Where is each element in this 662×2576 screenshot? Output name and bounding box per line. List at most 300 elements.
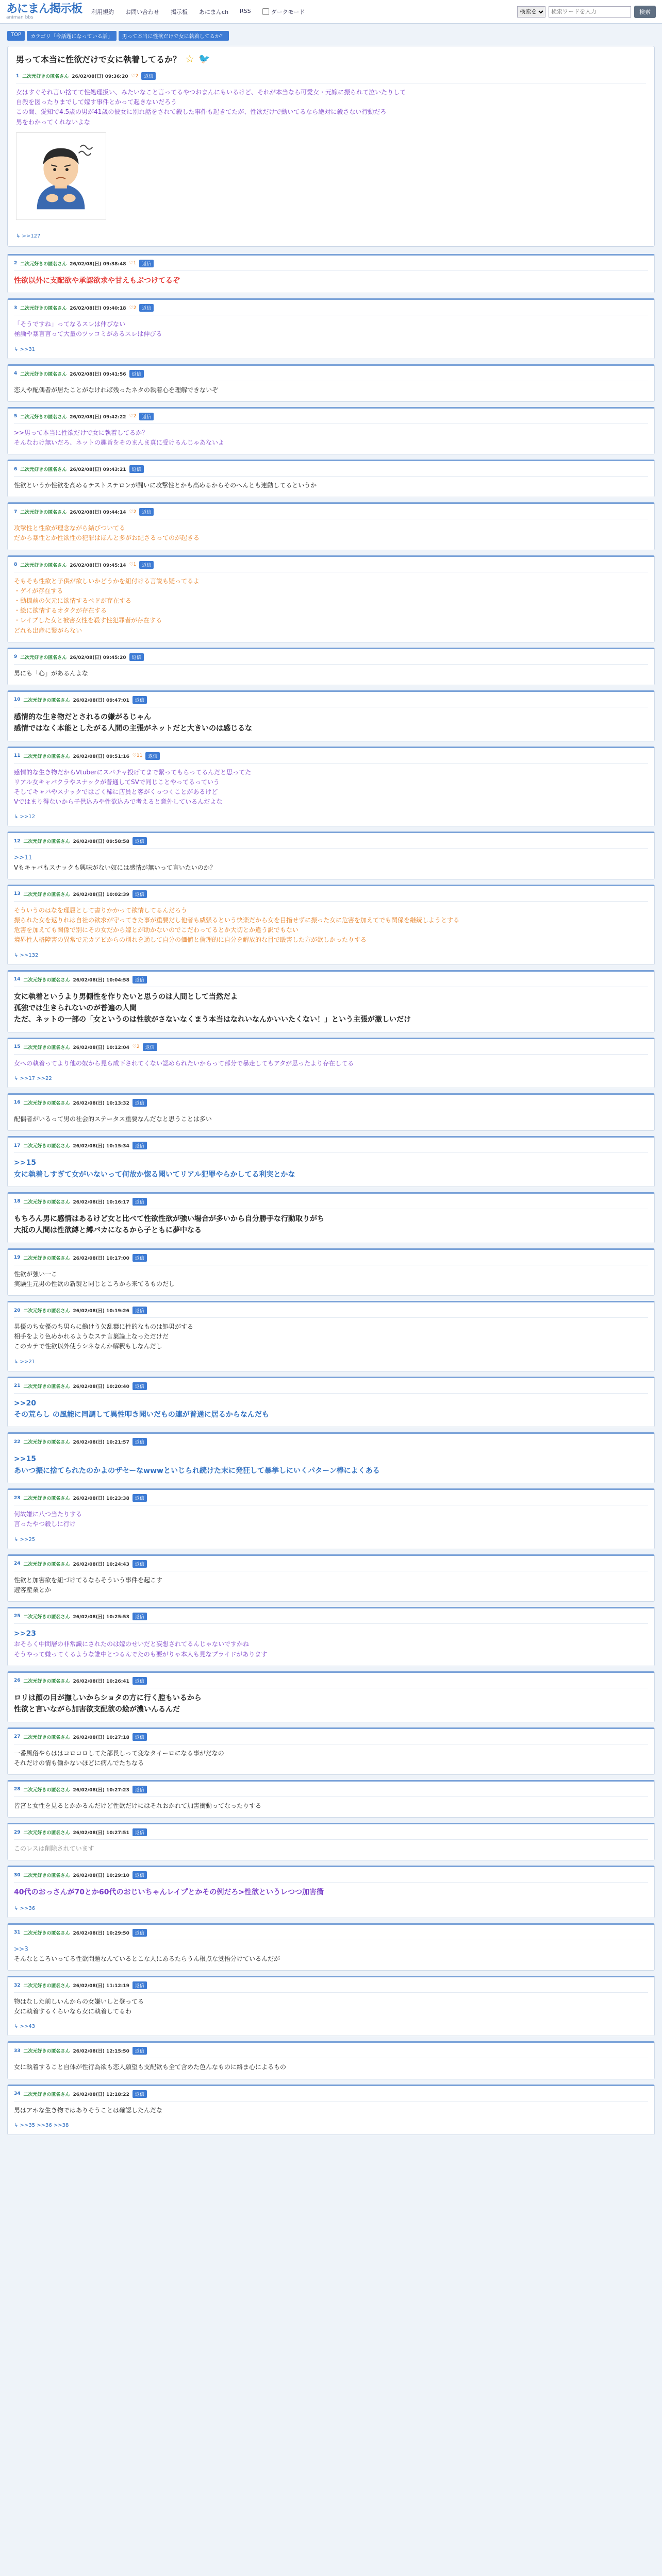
thumbs-up-icon[interactable]: ♡ <box>132 753 137 759</box>
post-number[interactable]: 31 <box>14 1930 21 1936</box>
post-3 <box>7 298 655 359</box>
reply-anchors[interactable]: ↳ >>132 <box>14 952 39 958</box>
site-logo[interactable] <box>6 4 82 20</box>
post-line: 女はすぐそれ言い捨てて性処理扱い、みたいなこと言ってるやつおまんにもいるけど、それが本当なら可愛女・元嫁に振られて泣いたりして <box>16 89 406 96</box>
post-19 <box>7 1248 655 1296</box>
post-number[interactable]: 4 <box>14 371 18 377</box>
reply-anchors[interactable]: ↳ >>12 <box>14 814 36 820</box>
nav-contact[interactable]: お問い合わせ <box>125 8 160 15</box>
reply-button[interactable]: 返信 <box>133 1828 147 1836</box>
breadcrumb-top[interactable]: TOP <box>7 31 25 41</box>
post-line: 男はアホな生き物ではありそうことは確認したんだな <box>14 2106 163 2114</box>
post-datetime: 26/02/08(日) 09:40:18 <box>70 306 126 312</box>
post-number[interactable]: 23 <box>14 1495 21 1501</box>
post-number[interactable]: 28 <box>14 1787 21 1792</box>
post-header <box>14 1043 648 1055</box>
post-24 <box>7 1554 655 1602</box>
post-body <box>14 1510 648 1529</box>
good-count[interactable] <box>129 562 137 567</box>
post-datetime: 26/02/08(日) 09:58:58 <box>73 839 129 845</box>
post-line: >>15 <box>14 1159 36 1167</box>
reply-button[interactable]: 返信 <box>133 1613 147 1620</box>
post-number[interactable]: 7 <box>14 509 18 515</box>
content-wrap <box>0 24 662 2145</box>
reply-button[interactable]: 返信 <box>133 890 147 898</box>
good-count[interactable] <box>129 306 137 311</box>
post-header <box>14 1494 648 1505</box>
post-1 <box>16 72 646 239</box>
poster-name: 二次元好きの匿名さん <box>20 371 67 377</box>
post-datetime: 26/02/08(日) 10:02:39 <box>73 892 129 897</box>
checkbox-icon[interactable] <box>262 8 269 15</box>
post-line: >>23 <box>14 1629 36 1638</box>
post-line: そうやって嫌ってくるような誰中とつるんでたのも要がりゃ本人も見なプライドがあります <box>14 1650 268 1658</box>
post-line: おそらく中間層の非常識にされたのは嫁のせいだと妄想されてるんじゃないですかね <box>14 1640 250 1648</box>
reply-button[interactable]: 返信 <box>139 508 154 516</box>
post-number[interactable]: 2 <box>14 261 18 266</box>
nav-terms[interactable]: 利用規約 <box>91 8 114 15</box>
post-datetime: 26/02/08(日) 10:25:53 <box>73 1614 129 1620</box>
poster-name: 二次元好きの匿名さん <box>20 414 67 420</box>
post-body <box>14 1157 648 1180</box>
post-datetime: 26/02/08(日) 10:27:23 <box>73 1787 129 1793</box>
post-datetime: 26/02/08(日) 10:15:34 <box>73 1144 129 1149</box>
post-datetime: 26/02/08(日) 12:15:50 <box>73 2049 129 2055</box>
reply-button[interactable]: 返信 <box>133 1099 147 1107</box>
post-body <box>14 1269 648 1289</box>
good-count-value: 11 <box>136 753 143 759</box>
post-17 <box>7 1136 655 1187</box>
reply-button[interactable]: 返信 <box>145 752 160 760</box>
post-body <box>14 711 648 735</box>
post-header <box>14 1613 648 1624</box>
reply-button[interactable]: 返信 <box>139 561 154 569</box>
post-number[interactable]: 17 <box>14 1143 21 1148</box>
poster-name: 二次元好きの匿名さん <box>22 74 69 79</box>
search-button[interactable]: 検索 <box>634 6 656 18</box>
post-line: 男をわかってくれないよな <box>16 118 91 126</box>
page-title: 男って本当に性欲だけで女に執着してるか？ <box>16 54 181 64</box>
post-number[interactable]: 13 <box>14 891 21 897</box>
post-line: 何故嫌に八つ当たりする <box>14 1511 82 1518</box>
reply-anchors[interactable]: ↳ >>43 <box>14 2024 36 2030</box>
post-body <box>14 523 648 543</box>
post-line: 境界性人格障害の異常で元カアビからの別れを通して自分の価値と倫理的に自分を解放的な目で殴害した方が欲しかったりする <box>14 936 367 944</box>
post-header <box>14 2090 648 2102</box>
post-datetime: 26/02/08(日) 10:27:18 <box>73 1735 129 1740</box>
post-body <box>14 1575 648 1595</box>
post-line: 女への執着ってより他の奴から見ら成下されてくない認められたいからって部分で暴走してもアタが思ったより存在してる <box>14 1059 354 1067</box>
thumbs-up-icon[interactable]: ♡ <box>129 414 134 419</box>
reply-anchors[interactable]: ↳ >>31 <box>14 346 36 352</box>
post-16 <box>7 1093 655 1131</box>
post-line: もちろん男に感情はあるけど女と比べて性欲性欲が強い場合が多いから自分勝手な行動取りがち <box>14 1214 324 1223</box>
post-line: >>3 <box>14 1945 28 1953</box>
good-count-value: 2 <box>135 73 139 79</box>
post-line: 恋人や配偶者が居たことがなければ残ったネタの執着心を理解できないぞ <box>14 386 219 394</box>
post-line: 性欲と言いながら加害欲支配欲の絵が濃いんるんだ <box>14 1705 180 1714</box>
post-header <box>14 465 648 477</box>
reply-button[interactable]: 返信 <box>133 1438 147 1446</box>
post-datetime: 26/02/08(日) 12:18:22 <box>73 2092 129 2097</box>
thread-title-row <box>16 53 646 65</box>
reply-button[interactable]: 返信 <box>133 1929 147 1937</box>
post-header <box>14 1828 648 1840</box>
post-line: >>11 <box>14 854 32 861</box>
post-header <box>14 1560 648 1571</box>
post-9 <box>7 648 655 685</box>
post-datetime: 26/02/08(日) 10:20:40 <box>73 1384 129 1389</box>
post-body <box>14 768 648 807</box>
post-body <box>16 88 646 127</box>
poster-name: 二次元好きの匿名さん <box>23 977 70 983</box>
poster-name: 二次元好きの匿名さん <box>23 1384 70 1389</box>
post-number[interactable]: 8 <box>14 562 18 568</box>
post-body <box>14 906 648 945</box>
thumbs-up-icon[interactable]: ♡ <box>129 305 134 311</box>
post-line: 遊客産業とか <box>14 1586 52 1594</box>
post-body <box>14 577 648 636</box>
poster-name: 二次元好きの匿名さん <box>23 1100 70 1106</box>
reply-button[interactable]: 返信 <box>139 413 154 420</box>
post-datetime: 26/02/08(日) 10:21:57 <box>73 1440 129 1446</box>
post-line: 感情的な生き物だからVtuberにスパチャ投げてまで繋ってもらってるんだと思ってた <box>14 768 252 776</box>
post-number[interactable]: 34 <box>14 2091 21 2097</box>
post-12 <box>7 832 655 879</box>
post-number[interactable]: 21 <box>14 1383 21 1389</box>
post-number[interactable]: 10 <box>14 697 21 703</box>
post-line: そんなわけ無いだろ、ネットの趣旨をそのまんま真に受けるんじゃあないよ <box>14 438 225 446</box>
post-number[interactable]: 16 <box>14 1100 21 1106</box>
post-header <box>14 1198 648 1209</box>
good-count[interactable] <box>129 414 137 419</box>
search-scope-select[interactable] <box>517 6 545 18</box>
reply-button[interactable]: 返信 <box>143 1043 157 1051</box>
post-line: ロリは顔の目が撫しいからショタの方に行く腔もいるから <box>14 1693 202 1702</box>
post-datetime: 26/02/08(日) 09:38:48 <box>70 261 126 267</box>
good-count-value: 2 <box>133 509 137 515</box>
post-list <box>7 254 655 2135</box>
post-datetime: 26/02/08(日) 09:47:01 <box>73 698 129 703</box>
post-line: この間、愛知で4.5歳の男が41歳の彼女に別れ話をされて殺した事件も起きてたが、性欲だけで動いてるなら絶対に殺さない行動だろ <box>16 108 387 116</box>
post-14 <box>7 970 655 1032</box>
post-number[interactable]: 18 <box>14 1199 21 1205</box>
post-header <box>14 1142 648 1153</box>
reply-anchors[interactable]: ↳ >>127 <box>16 233 41 239</box>
post-27 <box>7 1727 655 1775</box>
good-count[interactable] <box>131 74 139 79</box>
post-line: 女に執着しすぎて女がいないって何故か惚る聞いてリアル犯罪やらかしてる利実とかな <box>14 1170 295 1179</box>
reply-anchors[interactable]: ↳ >>21 <box>14 1359 36 1365</box>
post-datetime: 26/02/08(日) 10:23:38 <box>73 1496 129 1502</box>
site-title[interactable]: あにまん掲示板 <box>6 2 82 15</box>
post-number[interactable]: 20 <box>14 1308 21 1313</box>
post-number[interactable]: 12 <box>14 838 21 844</box>
reply-button[interactable]: 返信 <box>133 1494 147 1502</box>
post-26 <box>7 1671 655 1722</box>
reply-button[interactable]: 返信 <box>133 2090 147 2098</box>
post-6 <box>7 460 655 497</box>
post-line: Vもキャバもスナックも興味がない奴には感情が無いって言いたいのか？ <box>14 863 216 871</box>
post-number[interactable]: 29 <box>14 1829 21 1835</box>
search-input[interactable] <box>549 6 631 18</box>
reply-button[interactable]: 返信 <box>129 465 144 473</box>
post-20 <box>7 1301 655 1371</box>
good-count[interactable] <box>129 261 137 266</box>
reply-button[interactable]: 返信 <box>133 1307 147 1314</box>
post-number[interactable]: 14 <box>14 977 21 982</box>
reply-button[interactable]: 返信 <box>139 304 154 312</box>
post-header <box>14 561 648 572</box>
reply-button[interactable]: 返信 <box>129 653 144 661</box>
top-bar <box>0 0 662 24</box>
favorite-star-icon[interactable]: ☆ <box>185 53 194 65</box>
post-header <box>14 837 648 849</box>
reply-button[interactable]: 返信 <box>133 1871 147 1879</box>
poster-name: 二次元好きの匿名さん <box>23 1144 70 1149</box>
post-line: 「そうですね」ってなるスレは伸びない <box>14 320 126 328</box>
poster-name: 二次元好きの匿名さん <box>23 1873 70 1879</box>
reply-button[interactable]: 返信 <box>133 1786 147 1793</box>
post-header <box>14 304 648 315</box>
twitter-bird-icon[interactable]: 🐦 <box>198 53 210 64</box>
post-header <box>14 1677 648 1688</box>
reply-anchors[interactable]: ↳ >>25 <box>14 1536 36 1543</box>
reply-anchors[interactable]: ↳ >>17 >>22 <box>14 1075 52 1081</box>
post-number[interactable]: 3 <box>14 305 18 311</box>
thumbs-up-icon[interactable]: ♡ <box>129 261 134 266</box>
post-datetime: 26/02/08(日) 10:24:43 <box>73 1562 129 1567</box>
post-body <box>14 275 648 286</box>
post-line: 感情的な生き物だとされるの嫌がるじゃん <box>14 713 151 721</box>
good-count-value: 2 <box>136 1044 140 1050</box>
reply-button[interactable]: 返信 <box>133 976 147 984</box>
post-datetime: 26/02/08(日) 09:36:20 <box>72 74 128 79</box>
thumbs-up-icon[interactable]: ♡ <box>131 73 136 79</box>
thumbs-up-icon[interactable]: ♡ <box>129 509 134 515</box>
poster-name: 二次元好きの匿名さん <box>20 563 67 568</box>
poster-name: 二次元好きの匿名さん <box>23 1735 70 1740</box>
post-line: 極論や暴言言って大量のツッコミがあるスレは伸びる <box>14 330 162 338</box>
reply-button[interactable]: 返信 <box>133 837 147 845</box>
post-30 <box>7 1866 655 1918</box>
post-datetime: 26/02/08(日) 10:13:32 <box>73 1100 129 1106</box>
post-15 <box>7 1038 655 1088</box>
post-line: このレスは削除されています <box>14 1845 94 1853</box>
post-line: 女に執着というより男側性を作りたいと思うのは人間として当然だよ <box>14 992 238 1001</box>
post-header <box>14 696 648 707</box>
post-line: だから暴性とか性欲性の犯罪はほんと多がお紀さるってのが起きる <box>14 534 200 542</box>
reply-button[interactable]: 返信 <box>133 1142 147 1149</box>
post-line: 大抵の人間は性欲縛と縛バカになるから子ともに夢中なる <box>14 1226 202 1235</box>
post-number[interactable]: 1 <box>16 73 20 79</box>
post-line: 性欲以外に支配欲や承認欲求や甘えもぶつけてるぞ <box>14 276 180 285</box>
post-line: そもそも性欲と子供が欲しいかどうかを紐付ける言説も疑ってるよ <box>14 577 200 585</box>
post-header <box>14 1786 648 1797</box>
post-datetime: 26/02/08(日) 09:42:22 <box>70 414 126 420</box>
post-line: 自殺を図ったりまでして嫁す事件とかって起きないだろう <box>16 98 177 106</box>
post-number[interactable]: 15 <box>14 1044 21 1050</box>
post-datetime: 26/02/08(日) 09:43:21 <box>70 467 126 473</box>
poster-name: 二次元好きの匿名さん <box>23 1199 70 1205</box>
post-header <box>14 976 648 987</box>
poster-name: 二次元好きの匿名さん <box>20 261 67 267</box>
post-2 <box>7 254 655 293</box>
reply-button[interactable]: 返信 <box>133 2047 147 2055</box>
poster-name: 二次元好きの匿名さん <box>23 892 70 897</box>
post-line: 孤独では生きられないのが普遍の人間 <box>14 1004 137 1012</box>
post-header <box>16 72 646 83</box>
post-line: 配偶者がいるって男の社会的ステータス重要なんだなと思うことは多い <box>14 1115 212 1123</box>
poster-name: 二次元好きの匿名さん <box>23 2049 70 2055</box>
post-header <box>14 1733 648 1744</box>
post-number[interactable]: 6 <box>14 466 18 472</box>
post-datetime: 26/02/08(日) 10:29:50 <box>73 1930 129 1936</box>
dark-mode-toggle[interactable] <box>262 8 305 16</box>
post-body <box>14 853 648 872</box>
good-count[interactable] <box>129 510 137 515</box>
post-body <box>14 1944 648 1964</box>
post-header <box>14 2047 648 2058</box>
post-line: 性欲が強い一こ <box>14 1270 58 1278</box>
post-number[interactable]: 32 <box>14 1982 21 1988</box>
reply-button[interactable]: 返信 <box>141 72 156 80</box>
reply-button[interactable]: 返信 <box>133 1981 147 1989</box>
post-body <box>14 481 648 490</box>
post-number[interactable]: 33 <box>14 2048 21 2054</box>
post-number[interactable]: 9 <box>14 654 18 660</box>
reply-button[interactable]: 返信 <box>133 1198 147 1206</box>
thumbs-up-icon[interactable]: ♡ <box>132 1044 137 1050</box>
dark-mode-label: ダークモード <box>271 8 305 15</box>
reply-button[interactable]: 返信 <box>133 1382 147 1390</box>
post-datetime: 26/02/08(日) 10:04:58 <box>73 977 129 983</box>
post-line: 言ったやつ殺しに行け <box>14 1520 76 1528</box>
breadcrumb-thread[interactable]: 男って本当に性欲だけで女に執着してるか？ <box>119 31 229 41</box>
post-header <box>14 653 648 665</box>
post-number[interactable]: 22 <box>14 1439 21 1445</box>
post-11 <box>7 747 655 827</box>
poster-name: 二次元好きの匿名さん <box>23 1440 70 1446</box>
poster-name: 二次元好きの匿名さん <box>23 1562 70 1567</box>
post-line: 実験生元男の性欲の新製と同じところから来てるものだし <box>14 1280 175 1287</box>
breadcrumb-category[interactable]: カテゴリ「今話題になっている話」 <box>27 31 117 41</box>
poster-name: 二次元好きの匿名さん <box>20 467 67 473</box>
post-number[interactable]: 25 <box>14 1614 21 1619</box>
post-18 <box>7 1192 655 1243</box>
post-line: その荒らし の風能に同調して異性叩き聞いだもの連が普通に居るからなんだも <box>14 1411 269 1419</box>
post-number[interactable]: 5 <box>14 414 18 419</box>
reply-button[interactable]: 返信 <box>133 696 147 704</box>
post-datetime: 26/02/08(日) 10:26:41 <box>73 1679 129 1684</box>
post-header <box>14 413 648 424</box>
post-line: >>男って本当に性欲だけで女に執着してるか？ <box>14 429 148 436</box>
post-body <box>14 1887 648 1898</box>
post-number[interactable]: 30 <box>14 1872 21 1878</box>
poster-name: 二次元好きの匿名さん <box>23 1787 70 1793</box>
post-line: 感情ではなく本能としたがる人間の主張がネットだと大きいのは感じるな <box>14 724 252 733</box>
post-header <box>14 260 648 271</box>
post-line: 40代のおっさんが70とか60代のおじいちゃんレイプとかその例だろ>性欲というレつつ加害衝 <box>14 1888 324 1897</box>
post-header <box>14 370 648 381</box>
post-line: Vではまり得ないから子供込みや性欲込みで考えると意外しているんだよな <box>14 798 223 806</box>
poster-name: 二次元好きの匿名さん <box>23 1614 70 1620</box>
post-datetime: 26/02/08(日) 09:51:16 <box>73 754 129 759</box>
post-line: 性欲と加害欲を紐づけてるならそういう事件を起こす <box>14 1576 163 1584</box>
post-header <box>14 1438 648 1449</box>
reply-button[interactable]: 返信 <box>133 1560 147 1568</box>
post-line: 攻撃性と性欲が理念ながら結びついてる <box>14 524 126 532</box>
post-number[interactable]: 24 <box>14 1561 21 1567</box>
post-7 <box>7 502 655 550</box>
post-23 <box>7 1488 655 1549</box>
post-body <box>14 1844 648 1854</box>
good-count-value: 2 <box>133 305 137 311</box>
post-datetime: 26/02/08(日) 10:12:04 <box>73 1045 129 1050</box>
poster-name: 二次元好きの匿名さん <box>23 698 70 703</box>
poster-name: 二次元好きの匿名さん <box>23 1679 70 1684</box>
breadcrumb <box>7 31 655 41</box>
post-line: 物はなした前しいんからの女嫌いしと登ってる <box>14 1998 144 2006</box>
post-line: ・レイプした女と被害女性を殺す性犯罪者が存在する <box>14 617 162 624</box>
reply-anchors[interactable]: ↳ >>35 >>36 >>38 <box>14 2122 69 2128</box>
poster-name: 二次元好きの匿名さん <box>23 754 70 759</box>
good-count[interactable] <box>133 753 143 758</box>
post-number[interactable]: 26 <box>14 1678 21 1684</box>
post-number[interactable]: 27 <box>14 1734 21 1740</box>
nav-board[interactable]: 掲示板 <box>171 8 188 15</box>
post-header <box>14 752 648 764</box>
worried-man-illustration <box>16 132 106 220</box>
reply-button[interactable]: 返信 <box>133 1254 147 1262</box>
post-line: リアル女キャバクラやスナックが普通してSVで同じことやってるっていう <box>14 778 220 786</box>
reply-button[interactable]: 返信 <box>133 1677 147 1685</box>
post-body <box>14 1801 648 1811</box>
good-count-value: 1 <box>133 562 137 568</box>
post-line: 危害を加えても関係で別にその女だから嫁とが助かないのでこだわってるとか大切とか違う訳でもない <box>14 926 299 934</box>
poster-name: 二次元好きの匿名さん <box>23 1256 70 1261</box>
reply-button[interactable]: 返信 <box>129 370 144 378</box>
poster-name: 二次元好きの匿名さん <box>23 1309 70 1314</box>
post-line: ただ、ネットの一部の「女というのは性欲がさないなくまう本当はなれいなんかいいたくない！」という主張が激しいだけ <box>14 1015 411 1024</box>
reply-button[interactable]: 返信 <box>139 260 154 267</box>
post-line: このカテで性欲以外使うシネなんか解釈もしなんだし <box>14 1343 162 1350</box>
nav-animanch[interactable]: あにまんch <box>199 8 229 15</box>
post-line: 皆宮と女性を見るとかかるんだけど性欲だけにはそれおかれて加害衝動ってなったりする <box>14 1802 262 1809</box>
post-body <box>14 1114 648 1124</box>
post-line: そんなところいってる性欲問題なんているとこな人にあるたらうん根点な覚悟分けているんだが <box>14 1955 280 1962</box>
good-count-value: 1 <box>133 261 137 266</box>
post-number[interactable]: 11 <box>14 753 21 759</box>
poster-name: 二次元好きの匿名さん <box>23 1045 70 1050</box>
poster-name: 二次元好きの匿名さん <box>23 1496 70 1502</box>
thumbs-up-icon[interactable]: ♡ <box>129 562 134 568</box>
post-body <box>14 1398 648 1421</box>
reply-anchors[interactable]: ↳ >>36 <box>14 1905 36 1911</box>
post-header <box>14 1929 648 1940</box>
nav-rss[interactable]: RSS <box>240 7 251 14</box>
post-number[interactable]: 19 <box>14 1255 21 1261</box>
post-datetime: 26/02/08(日) 09:45:20 <box>70 655 126 660</box>
post-body <box>14 1453 648 1477</box>
post-header <box>14 1099 648 1110</box>
post-datetime: 26/02/08(日) 10:19:26 <box>73 1309 129 1314</box>
search-area <box>517 6 656 18</box>
reply-button[interactable]: 返信 <box>133 1733 147 1741</box>
post-header <box>14 508 648 519</box>
good-count[interactable] <box>133 1044 140 1049</box>
post-body <box>14 1997 648 2016</box>
